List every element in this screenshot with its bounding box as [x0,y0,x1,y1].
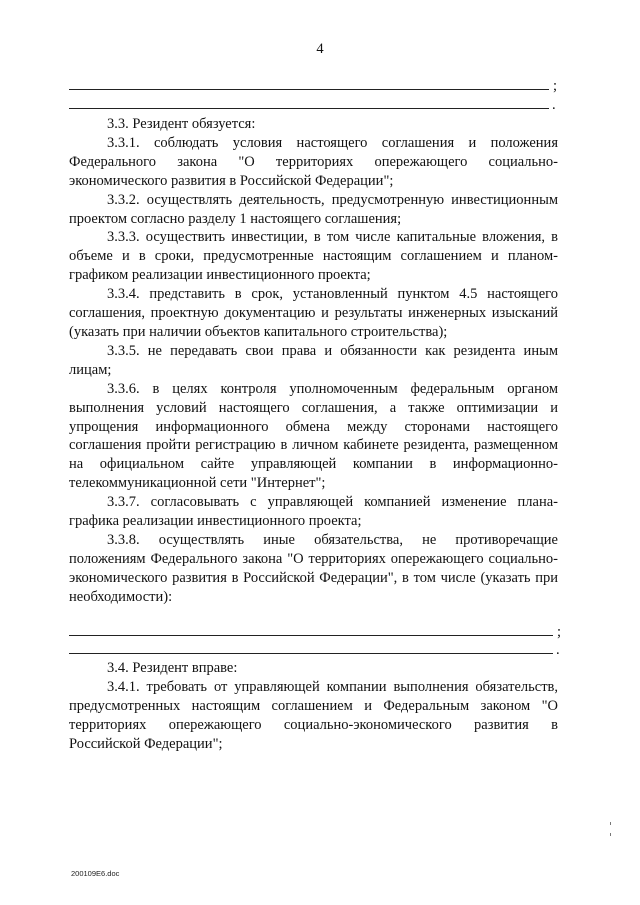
clause-3-3-3: 3.3.3. осуществить инвестиции, в том числе капитальные вложения, в объеме и в сроки, предусмотренные настоящим соглашением и планом-графиком реализации инвестиционного проекта; [69,229,558,284]
scan-artifact [610,822,611,825]
underline-rule [69,635,553,636]
clause-3-3-5: 3.3.5. не передавать свои права и обязанности как резидента иным лицам; [69,342,558,378]
section-3-4 [69,659,558,754]
clause-3-3-2: 3.3.2. осуществлять деятельность, предусмотренную инвестиционным проектом согласно разделу 1 настоящего соглашения; [69,191,558,227]
clause-3-4-1: 3.4.1. требовать от управляющей компании выполнения обязательств, предусмотренных настоящим соглашением и Федеральным законом "О территориях опережающего социально-экономического развития в Российской Федерации"; [69,678,558,752]
fill-in-blank-line [69,95,569,111]
line-end-punctuation: . [556,642,560,658]
clause-3-3-6: 3.3.6. в целях контроля уполномоченным федеральным органом выполнения условий настоящего соглашения, а также оптимизации и упрощения информационного обмена между сторонами настоящего соглашения пройти регистрацию в личном кабинете резидента, размещенном на официальном сайте управляющей компании в информационно-телекоммуникационной сети "Интернет"; [69,380,558,492]
line-end-punctuation: ; [553,78,558,94]
page-number: 4 [316,41,324,57]
line-end-punctuation: ; [557,624,562,640]
underline-rule [69,653,553,654]
fill-in-blank-line [69,622,569,638]
section-3-3 [69,115,558,607]
line-end-punctuation: . [552,97,556,113]
clause-3-3-1: 3.3.1. соблюдать условия настоящего соглашения и положения Федерального закона "О территориях опережающего социально-экономического развития в Российской Федерации"; [69,134,558,189]
scan-artifact [610,833,611,836]
clause-3-3-4: 3.3.4. представить в срок, установленный пунктом 4.5 настоящего соглашения, проектную документацию и результаты инженерных изысканий (указать при наличии объектов капитального строительства); [69,286,558,340]
footer-filename: 200109E6.doc [71,869,120,878]
clause-3-3-8: 3.3.8. осуществлять иные обязательства, не противоречащие положениям Федерального закона "О территориях опережающего социально-экономического развития в Российской Федерации", в том числе (указать при необходимости): [69,531,558,605]
section-heading: 3.3. Резидент обязуется: [107,116,256,132]
fill-in-blank-line [69,76,569,92]
underline-rule [69,89,549,90]
fill-in-blank-line [69,640,569,656]
clause-3-3-7: 3.3.7. согласовывать с управляющей компанией изменение плана-графика реализации инвестиционного проекта; [69,494,558,530]
underline-rule [69,108,549,109]
section-heading: 3.4. Резидент вправе: [107,660,238,676]
